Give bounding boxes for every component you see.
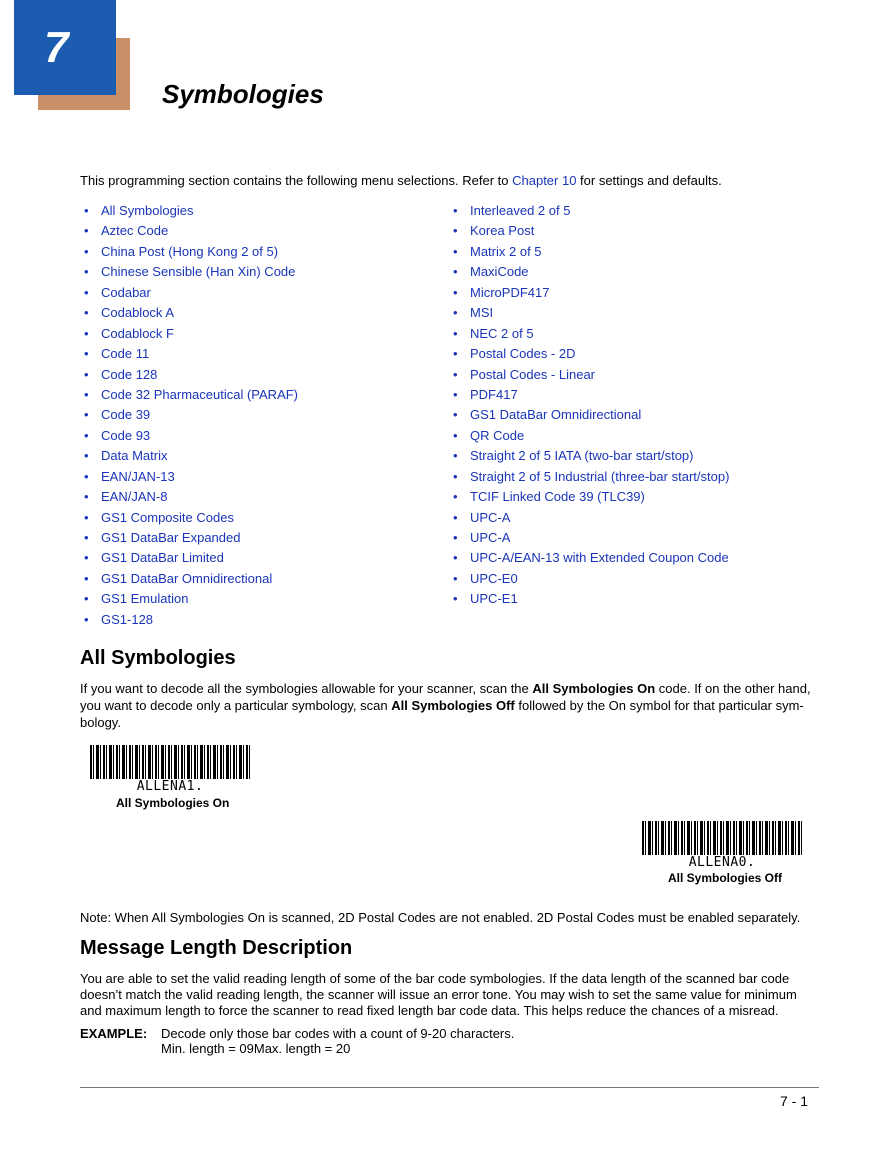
bullet-icon: • — [453, 468, 458, 484]
barcode-all-on[interactable] — [90, 745, 250, 794]
bullet-icon: • — [453, 530, 458, 545]
bullet-icon: • — [84, 611, 89, 627]
menu-item-label[interactable]: Korea Post — [470, 223, 535, 239]
menu-item[interactable] — [449, 467, 849, 487]
bullet-icon: • — [84, 489, 89, 505]
barcode-caption-off: All Symbologies Off — [668, 871, 783, 885]
all-symbologies-heading: All Symbologies — [80, 647, 236, 669]
bullet-icon: • — [84, 243, 89, 259]
menu-item-label[interactable]: Code 32 Pharmaceutical (PARAF) — [101, 386, 299, 402]
menu-item[interactable] — [449, 242, 849, 262]
menu-item-label[interactable]: All Symbologies — [101, 203, 194, 218]
menu-item[interactable] — [80, 365, 440, 385]
intro-text — [80, 172, 722, 190]
menu-item[interactable] — [449, 528, 849, 548]
bullet-icon: • — [84, 591, 89, 607]
menu-item[interactable] — [449, 487, 849, 507]
footer-rule — [80, 1087, 819, 1088]
menu-item[interactable] — [80, 385, 440, 405]
menu-item-label[interactable]: PDF417 — [470, 386, 518, 402]
menu-item-label[interactable]: Code 11 — [101, 346, 150, 362]
menu-item-label[interactable]: UPC-E0 — [470, 570, 518, 586]
bullet-icon: • — [84, 386, 89, 402]
bullet-icon: • — [84, 325, 89, 341]
bullet-icon: • — [453, 305, 458, 321]
menu-item[interactable] — [80, 467, 440, 487]
menu-item-label[interactable]: UPC-A — [470, 530, 511, 545]
bullet-icon: • — [84, 530, 89, 545]
text-part: If you want to decode all the symbologies allowable for your scanner, scan the — [80, 681, 533, 696]
menu-item-label[interactable]: MicroPDF417 — [470, 284, 550, 300]
menu-item-label[interactable]: Code 93 — [101, 427, 151, 443]
barcode-caption-on: All Symbologies On — [116, 796, 230, 810]
barcode-bars — [90, 745, 250, 779]
menu-item-label[interactable]: NEC 2 of 5 — [470, 325, 534, 341]
menu-item-label[interactable]: Data Matrix — [101, 448, 168, 464]
menu-item[interactable] — [80, 303, 440, 323]
bullet-icon: • — [84, 366, 89, 382]
bullet-icon: • — [453, 223, 458, 239]
menu-item-label[interactable]: GS1 Composite Codes — [101, 509, 234, 525]
menu-item-label[interactable]: GS1 DataBar Expanded — [101, 530, 241, 545]
menu-item-label[interactable]: Codabar — [101, 284, 151, 300]
menu-item[interactable] — [449, 405, 849, 425]
menu-item-label[interactable]: Straight 2 of 5 IATA (two-bar start/stop) — [470, 448, 694, 464]
bullet-icon: • — [453, 509, 458, 525]
bold-all-off: All Symbologies Off — [391, 698, 515, 713]
all-symbologies-text — [80, 680, 815, 731]
menu-item-label[interactable]: GS1 DataBar Omnidirectional — [470, 407, 642, 423]
menu-item[interactable] — [449, 283, 849, 303]
intro-after: for settings and defaults. — [576, 173, 722, 188]
chapter-title: Symbologies — [162, 79, 324, 109]
example-lines — [161, 1026, 761, 1056]
bullet-icon: • — [453, 264, 458, 280]
menu-item-label[interactable]: Aztec Code — [101, 223, 169, 239]
menu-item-label[interactable]: Postal Codes - Linear — [470, 366, 596, 382]
bullet-icon: • — [453, 203, 458, 218]
bullet-icon: • — [453, 489, 458, 505]
menu-item[interactable] — [80, 426, 440, 446]
menu-item-label[interactable]: Postal Codes - 2D — [470, 346, 576, 362]
menu-item-label[interactable]: QR Code — [470, 427, 525, 443]
menu-item[interactable] — [80, 446, 440, 466]
bullet-icon: • — [453, 591, 458, 607]
menu-item-label[interactable]: Code 39 — [101, 407, 151, 423]
message-length-text: You are able to set the valid reading length of some of the bar code symbologies. If the data length of the scanned bar code doesn’t match the valid reading length, the scanner will issue an error tone. You may wish to set the same value for minimum and maximum length to force the scanner to read fixed length bar code data. This helps reduce the chances of a misread. — [80, 971, 797, 1018]
bullet-icon: • — [453, 550, 458, 566]
menu-list-right — [449, 201, 849, 610]
bullet-icon: • — [84, 427, 89, 443]
menu-item[interactable] — [449, 385, 849, 405]
bullet-icon: • — [84, 550, 89, 566]
menu-item-label[interactable]: GS1 Emulation — [101, 591, 189, 607]
barcode-text: ALLENA1. — [136, 779, 204, 794]
menu-item[interactable] — [449, 344, 849, 364]
menu-item-label[interactable]: TCIF Linked Code 39 (TLC39) — [470, 489, 645, 505]
menu-item-label[interactable]: GS1 DataBar Limited — [101, 550, 224, 566]
menu-item[interactable] — [80, 242, 440, 262]
menu-item-label[interactable]: Interleaved 2 of 5 — [470, 203, 571, 218]
menu-item[interactable] — [449, 201, 849, 221]
bullet-icon: • — [453, 243, 458, 259]
menu-item[interactable] — [80, 344, 440, 364]
page-number: 7 - 1 — [779, 1093, 808, 1109]
menu-item[interactable] — [80, 589, 440, 609]
menu-item-label[interactable]: UPC-A/EAN-13 with Extended Coupon Code — [470, 550, 729, 566]
example-label: EXAMPLE: — [80, 1026, 148, 1041]
menu-item[interactable] — [449, 508, 849, 528]
menu-item-label[interactable]: MaxiCode — [470, 264, 529, 280]
bullet-icon: • — [84, 305, 89, 321]
intro-before: This programming section contains the following menu selections. Refer to — [80, 173, 513, 188]
menu-item[interactable] — [449, 569, 849, 589]
menu-item[interactable] — [449, 221, 849, 241]
menu-item-label[interactable]: GS1-128 — [101, 611, 154, 627]
menu-item-label[interactable]: GS1 DataBar Omnidirectional — [101, 570, 273, 586]
menu-item[interactable] — [449, 426, 849, 446]
menu-item-label[interactable]: UPC-E1 — [470, 591, 518, 607]
bullet-icon: • — [84, 203, 89, 218]
barcode-all-off[interactable] — [642, 821, 802, 870]
bullet-icon: • — [84, 346, 89, 362]
menu-item[interactable] — [80, 221, 440, 241]
menu-item-label[interactable]: Codablock A — [101, 305, 174, 321]
bullet-icon: • — [84, 468, 89, 484]
menu-item[interactable] — [449, 303, 849, 323]
bullet-icon: • — [453, 366, 458, 382]
menu-item[interactable] — [80, 548, 440, 568]
bullet-icon: • — [453, 346, 458, 362]
chapter-tab — [14, 0, 116, 95]
example-line-2: Min. length = 09Max. length = 20 — [161, 1041, 351, 1056]
menu-item[interactable] — [80, 569, 440, 589]
menu-item[interactable] — [80, 283, 440, 303]
menu-item-label[interactable]: EAN/JAN-13 — [101, 468, 175, 484]
note-text: Note: When All Symbologies On is scanned, 2D Postal Codes are not enabled. 2D Postal Codes must be enabled separately. — [80, 910, 801, 925]
menu-item-label[interactable]: Code 128 — [101, 366, 158, 382]
menu-item[interactable] — [449, 324, 849, 344]
menu-item[interactable] — [80, 508, 440, 528]
bullet-icon: • — [84, 570, 89, 586]
example-line-1: Decode only those bar codes with a count of 9-20 characters. — [161, 1026, 515, 1041]
bullet-icon: • — [84, 284, 89, 300]
menu-item[interactable] — [449, 365, 849, 385]
bullet-icon: • — [453, 407, 458, 423]
menu-item-label[interactable]: Matrix 2 of 5 — [470, 243, 542, 259]
bullet-icon: • — [453, 325, 458, 341]
chapter-10-link[interactable]: Chapter 10 — [512, 173, 577, 188]
barcode-bars — [642, 821, 802, 855]
menu-list-left — [80, 201, 440, 630]
menu-item-label[interactable]: MSI — [470, 305, 494, 321]
bullet-icon: • — [453, 427, 458, 443]
menu-item[interactable] — [80, 610, 440, 630]
menu-item[interactable] — [80, 262, 440, 282]
bullet-icon: • — [84, 223, 89, 239]
bullet-icon: • — [84, 509, 89, 525]
bullet-icon: • — [453, 386, 458, 402]
text-part: code. If on the other hand, you want to decode only a particular symbology, scan — [80, 681, 811, 713]
menu-item-label[interactable]: Straight 2 of 5 Industrial (three-bar start/stop) — [470, 468, 730, 484]
menu-item[interactable] — [80, 201, 440, 221]
text-part: followed by the On symbol for that particular sym-bology. — [80, 698, 804, 730]
bullet-icon: • — [453, 284, 458, 300]
menu-item[interactable] — [80, 528, 440, 548]
bullet-icon: • — [84, 407, 89, 423]
menu-item[interactable] — [449, 589, 849, 609]
bullet-icon: • — [453, 570, 458, 586]
bullet-icon: • — [84, 448, 89, 464]
menu-item[interactable] — [449, 548, 849, 568]
bullet-icon: • — [453, 448, 458, 464]
menu-item[interactable] — [80, 405, 440, 425]
menu-item[interactable] — [449, 446, 849, 466]
menu-item-label[interactable]: EAN/JAN-8 — [101, 489, 168, 505]
menu-item-label[interactable]: UPC-A — [470, 509, 511, 525]
message-length-heading: Message Length Description — [80, 937, 353, 959]
barcode-text: ALLENA0. — [688, 855, 756, 870]
menu-item-label[interactable]: Codablock F — [101, 325, 174, 341]
menu-item-label[interactable]: Chinese Sensible (Han Xin) Code — [101, 264, 296, 280]
menu-item[interactable] — [80, 487, 440, 507]
bold-all-on: All Symbologies On — [532, 681, 656, 696]
chapter-number: 7 — [44, 23, 69, 72]
menu-item[interactable] — [80, 324, 440, 344]
menu-item[interactable] — [449, 262, 849, 282]
menu-item-label[interactable]: China Post (Hong Kong 2 of 5) — [101, 243, 279, 259]
bullet-icon: • — [84, 264, 89, 280]
